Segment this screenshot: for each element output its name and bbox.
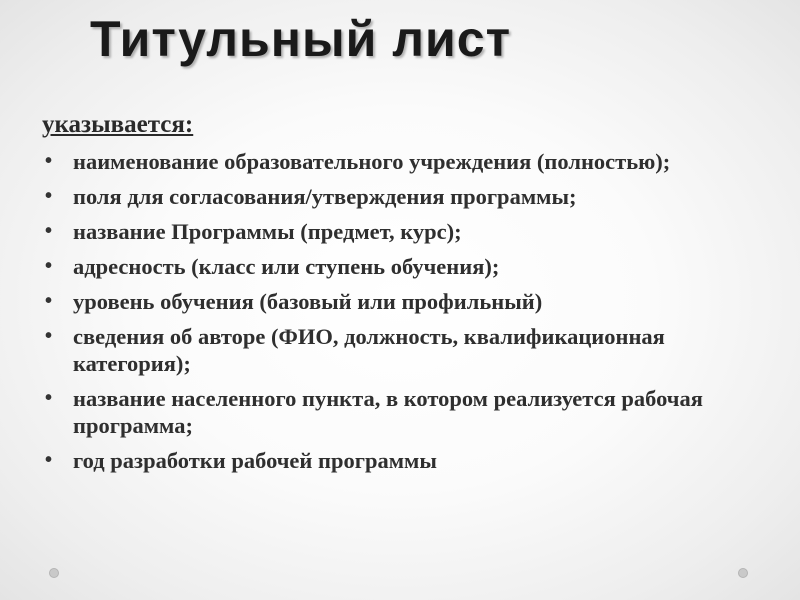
list-item — [43, 218, 763, 245]
list-item — [43, 288, 763, 315]
bullet-list — [43, 148, 763, 482]
list-item — [43, 183, 763, 210]
slide-subtitle: указывается: — [42, 111, 194, 138]
list-item — [43, 323, 763, 377]
list-item-text: название населенного пункта, в котором реализуется рабочая программа; — [73, 386, 703, 438]
list-item-text: сведения об авторе (ФИО, должность, квалификационная категория); — [73, 324, 665, 376]
bullet-icon: • — [45, 220, 53, 242]
list-item-text: уровень обучения (базовый или профильный) — [73, 289, 543, 314]
bullet-icon: • — [45, 255, 53, 277]
corner-dot-icon — [49, 568, 59, 578]
slide-title: Титульный лист — [90, 11, 512, 67]
list-item-text: адресность (класс или ступень обучения); — [73, 254, 500, 279]
corner-dot-icon — [738, 568, 748, 578]
list-item-text: год разработки рабочей программы — [73, 448, 437, 473]
bullet-icon: • — [45, 449, 53, 471]
bullet-icon: • — [45, 150, 53, 172]
list-item-text: поля для согласования/утверждения программы; — [73, 184, 577, 209]
bullet-icon: • — [45, 290, 53, 312]
bullet-icon: • — [45, 387, 53, 409]
list-item-text: название Программы (предмет, курс); — [73, 219, 462, 244]
list-item — [43, 385, 763, 439]
bullet-icon: • — [45, 185, 53, 207]
list-item — [43, 148, 763, 175]
list-item — [43, 253, 763, 280]
list-item — [43, 447, 763, 474]
list-item-text: наименование образовательного учреждения (полностью); — [73, 149, 671, 174]
bullet-icon: • — [45, 325, 53, 347]
